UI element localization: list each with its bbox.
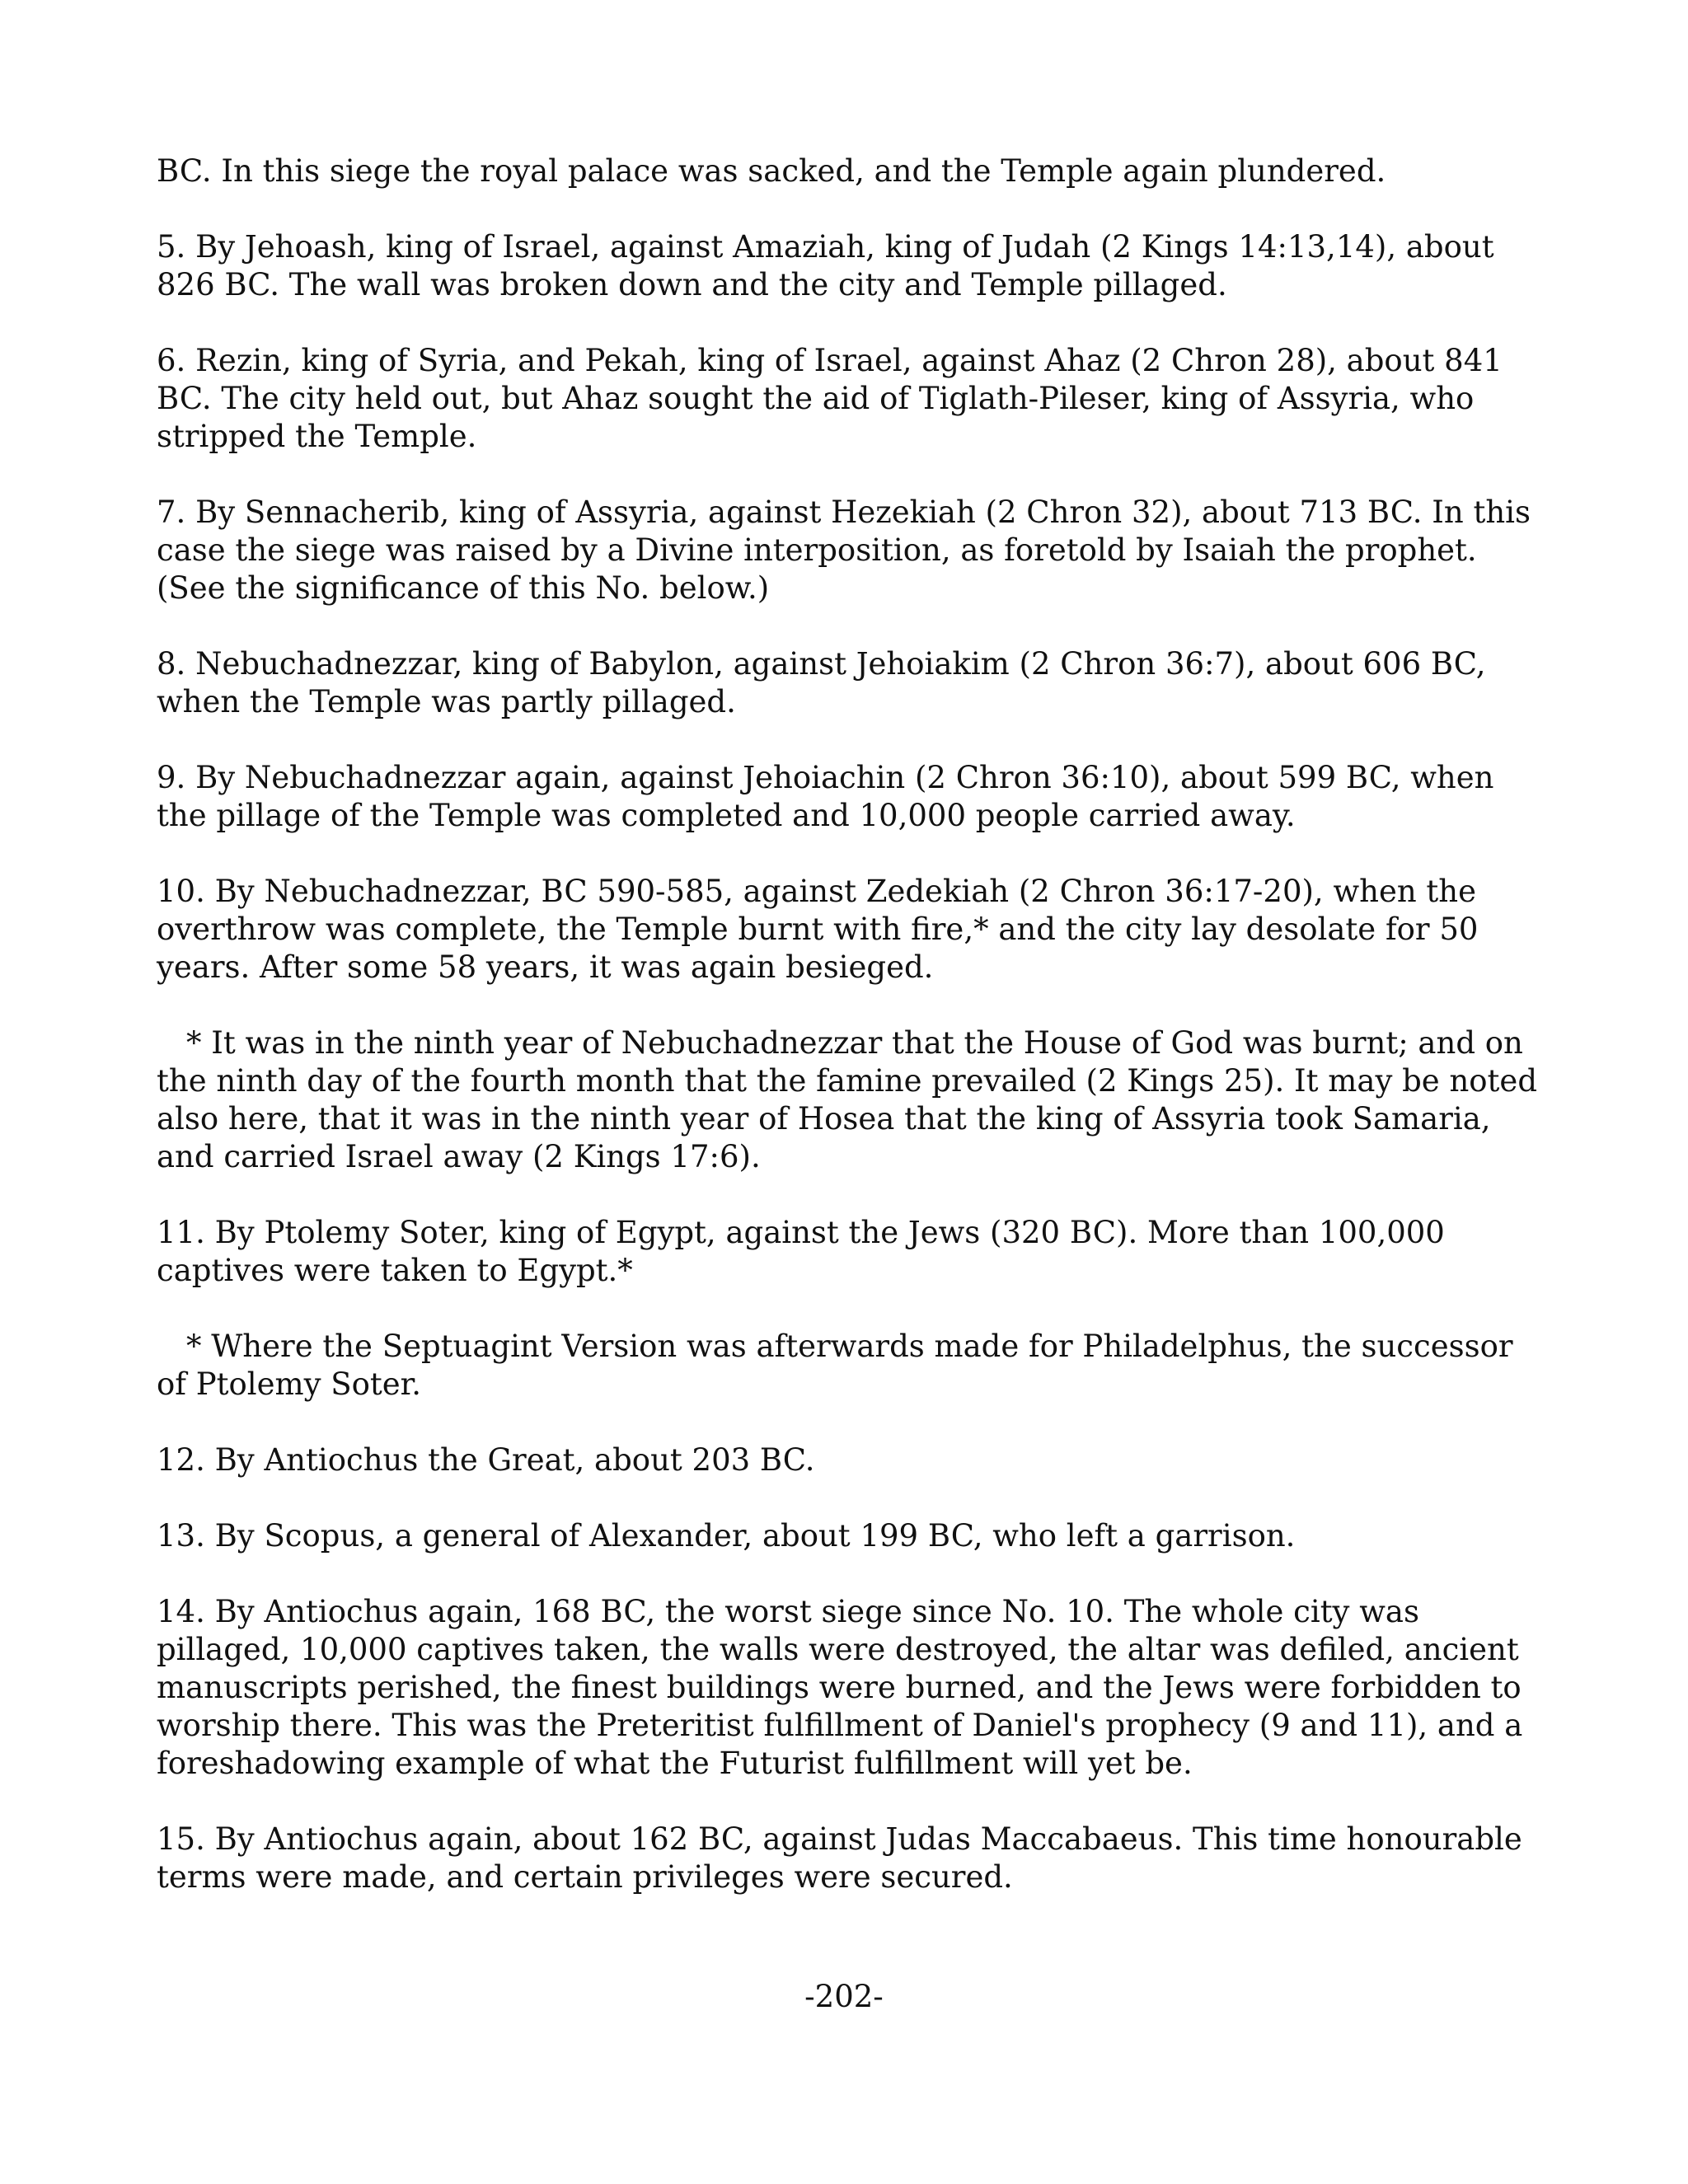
paragraph-siege-5: 5. By Jehoash, king of Israel, against Amaziah, king of Judah (2 Kings 14:13,14), about 826 BC. The wall was broken down and the city and Temple pillaged. xyxy=(157,229,1504,302)
paragraph-siege-14: 14. By Antiochus again, 168 BC, the worst siege since No. 10. The whole city was pillaged, 10,000 captives taken, the walls were destroyed, the altar was defiled, ancient manuscripts perished, the finest buildings were burned, and the Jews were forbidden to worship there. This was the Preteritist fulfillment of Daniel's prophecy (9 and 11), and a foreshadowing example of what the Futurist fulfillment will yet be. xyxy=(157,1594,1533,1781)
paragraph-siege-12: 12. By Antiochus the Great, about 203 BC. xyxy=(157,1442,815,1478)
page-body xyxy=(157,152,1550,1896)
footnote-septuagint: * Where the Septuagint Version was afterwards made for Philadelphus, the successor of Ptolemy Soter. xyxy=(157,1329,1523,1402)
paragraph-siege-9: 9. By Nebuchadnezzar again, against Jehoiachin (2 Chron 36:10), about 599 BC, when the pillage of the Temple was completed and 10,000 people carried away. xyxy=(157,760,1504,833)
paragraph-siege-6: 6. Rezin, king of Syria, and Pekah, king of Israel, against Ahaz (2 Chron 28), about 841 BC. The city held out, but Ahaz sought the aid of Tiglath-Pileser, king of Assyria, who stripped the Temple. xyxy=(157,343,1512,454)
footnote-ninth-year: * It was in the ninth year of Nebuchadnezzar that the House of God was burnt; and on the ninth day of the fourth month that the famine prevailed (2 Kings 25). It may be noted also here, that it was in the ninth year of Hosea that the king of Assyria took Samaria, and carried Israel away (2 Kings 17:6). xyxy=(157,1025,1547,1174)
paragraph-siege-4-continued: BC. In this siege the royal palace was sacked, and the Temple again plundered. xyxy=(157,153,1386,189)
paragraph-siege-7: 7. By Sennacherib, king of Assyria, against Hezekiah (2 Chron 32), about 713 BC. In this case the siege was raised by a Divine interposition, as foretold by Isaiah the prophet. (See the significance of this No. below.) xyxy=(157,494,1540,606)
paragraph-siege-8: 8. Nebuchadnezzar, king of Babylon, against Jehoiakim (2 Chron 36:7), about 606 BC, when the Temple was partly pillaged. xyxy=(157,646,1496,719)
paragraph-siege-11: 11. By Ptolemy Soter, king of Egypt, against the Jews (320 BC). More than 100,000 captives were taken to Egypt.* xyxy=(157,1215,1455,1288)
paragraph-siege-13: 13. By Scopus, a general of Alexander, about 199 BC, who left a garrison. xyxy=(157,1518,1296,1554)
page-number: -202- xyxy=(804,1979,884,2014)
paragraph-siege-10: 10. By Nebuchadnezzar, BC 590-585, against Zedekiah (2 Chron 36:17-20), when the overthrow was complete, the Temple burnt with fire,* and the city lay desolate for 50 years. After some 58 years, it was again besieged. xyxy=(157,874,1489,985)
paragraph-siege-15: 15. By Antiochus again, about 162 BC, against Judas Maccabaeus. This time honourable terms were made, and certain privileges were secured. xyxy=(157,1821,1532,1895)
